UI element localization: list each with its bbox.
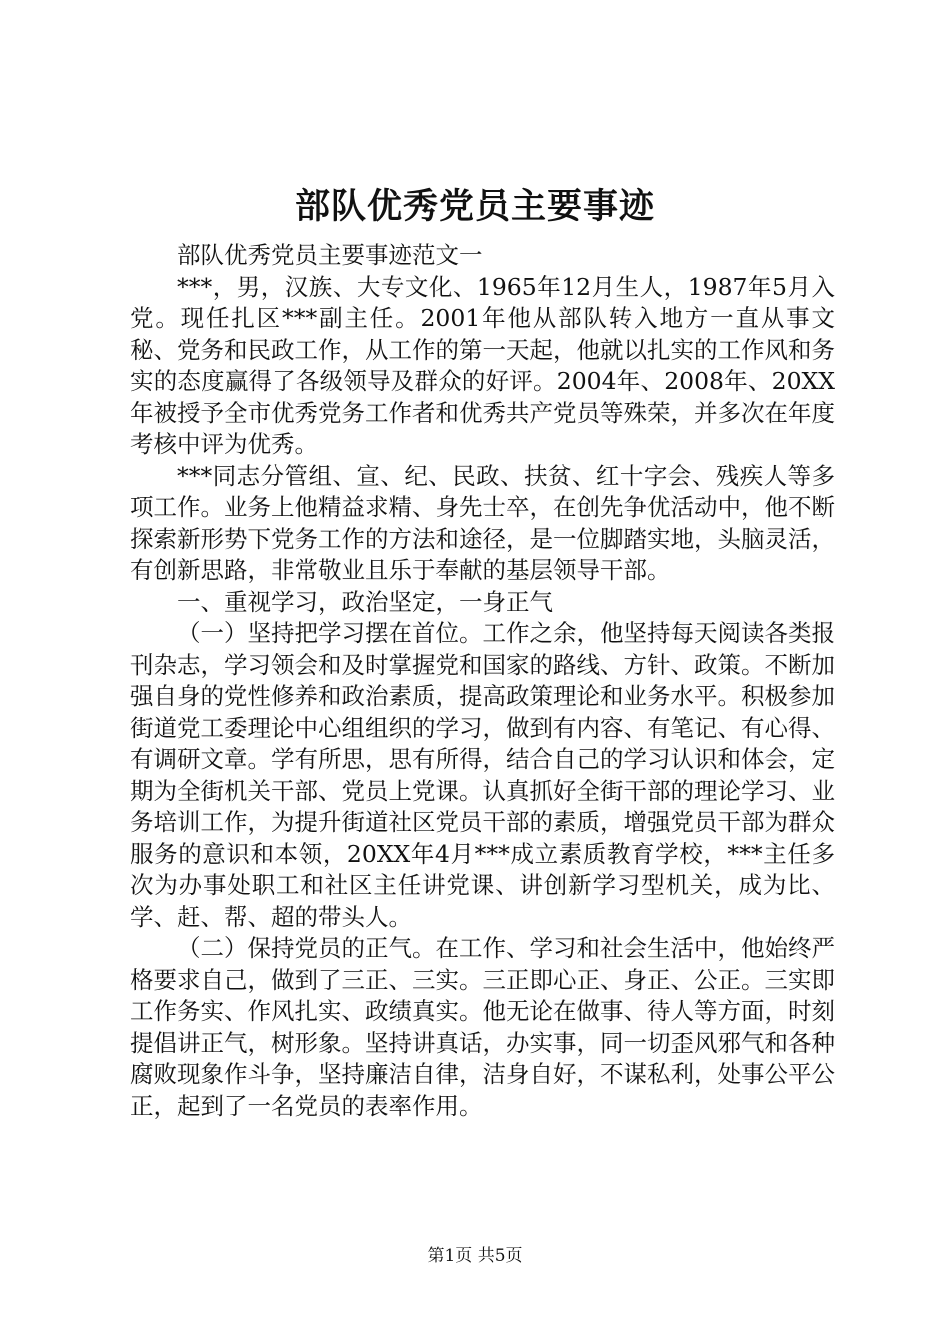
- document-body: [130, 240, 835, 1122]
- document-title: 部队优秀党员主要事迹: [294, 186, 655, 227]
- paragraph-study: （一）坚持把学习摆在首位。工作之余，他坚持每天阅读各类报刊杂志，学习领会和及时掌握党和国家的路线、方针、政策。不断加强自身的党性修养和政治素质，提高政策理论和业务水平。积极参加街道党工委理论中心组组织的学习，做到有内容、有笔记、有心得、有调研文章。学有所思，思有所得，结合自己的学习认识和体会，定期为全街机关干部、党员上党课。认真抓好全街干部的理论学习、业务培训工作，为提升街道社区党员干部的素质，增强党员干部为群众服务的意识和本领，20XX年4月***成立素质教育学校，***主任多次为办事处职工和社区主任讲党课、讲创新学习型机关，成为比、学、赶、帮、超的带头人。: [130, 619, 835, 931]
- paragraph-duties: ***同志分管组、宣、纪、民政、扶贫、红十字会、残疾人等多项工作。业务上他精益求精、身先士卒，在创先争优活动中，他不断探索新形势下党务工作的方法和途径，是一位脚踏实地，头脑灵活，有创新思路，非常敬业且乐于奉献的基层领导干部。: [130, 461, 835, 584]
- paragraph-subtitle: 部队优秀党员主要事迹范文一: [177, 241, 483, 269]
- section-heading-1: 一、重视学习，政治坚定，一身正气: [177, 587, 553, 616]
- page-number: 第1页 共5页: [427, 1246, 523, 1266]
- paragraph-intro: ***，男，汉族、大专文化、1965年12月生人，1987年5月入党。现任扎区***副主任。2001年他从部队转入地方一直从事文秘、党务和民政工作，从工作的第一天起，他就以扎实的工作风和务实的态度赢得了各级领导及群众的好评。2004年、2008年、20XX年被授予全市优秀党务工作者和优秀共产党员等殊荣，并多次在年度考核中评为优秀。: [130, 272, 835, 458]
- paragraph-integrity: （二）保持党员的正气。在工作、学习和社会生活中，他始终严格要求自己，做到了三正、三实。三正即心正、身正、公正。三实即工作务实、作风扎实、政绩真实。他无论在做事、待人等方面，时刻提倡讲正气，树形象。坚持讲真话，办实事，同一切歪风邪气和各种腐败现象作斗争，坚持廉洁自律，洁身自好，不谋私利，处事公平公正，起到了一名党员的表率作用。: [130, 934, 835, 1120]
